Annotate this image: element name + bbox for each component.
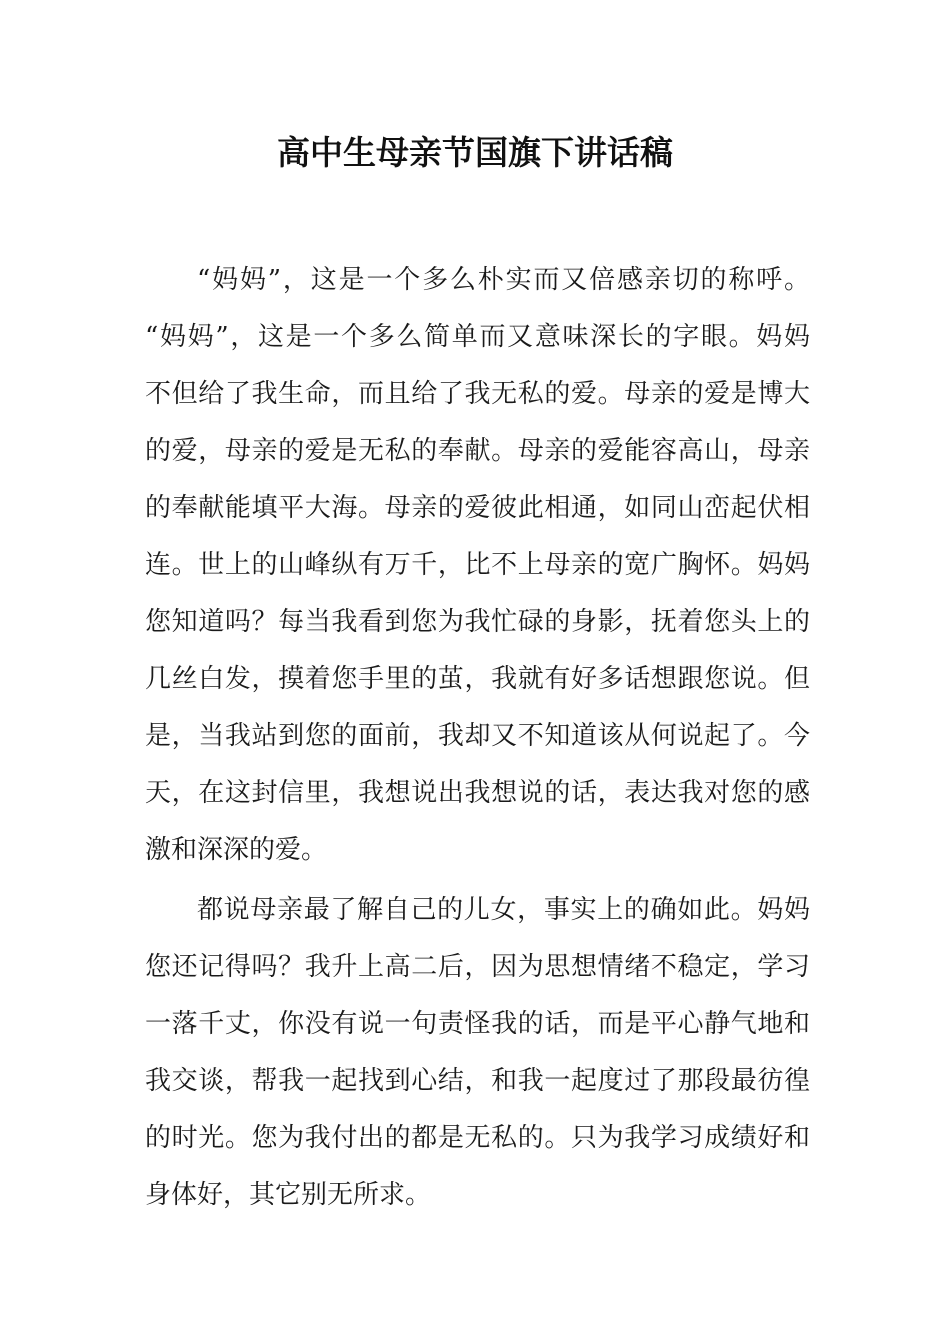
paragraph-1-line-8: 几丝白发，摸着您手里的茧，我就有好多话想跟您说。但 [145,664,810,694]
document-title: 高中生母亲节国旗下讲话稿 [277,133,673,172]
paragraph-1-line-11: 激和深深的爱。 [145,835,328,865]
paragraph-1-line-10: 天，在这封信里，我想说出我想说的话，表达我对您的感 [145,778,810,808]
paragraph-1-line-2: “妈妈”，这是一个多么简单而又意味深长的字眼。妈妈 [145,322,810,352]
paragraph-1-line-6: 连。世上的山峰纵有万千，比不上母亲的宽广胸怀。妈妈 [145,550,810,580]
paragraph-2-line-5: 的时光。您为我付出的都是无私的。只为我学习成绩好和 [145,1123,810,1153]
paragraph-2-line-2: 您还记得吗？我升上高二后，因为思想情绪不稳定，学习 [145,952,810,982]
paragraph-2-line-1: 都说母亲最了解自己的儿女，事实上的确如此。妈妈 [197,895,810,925]
paragraph-2-line-6: 身体好，其它别无所求。 [145,1180,432,1210]
paragraph-1-line-1: “妈妈”，这是一个多么朴实而又倍感亲切的称呼。 [197,265,810,295]
paragraph-1-line-4: 的爱，母亲的爱是无私的奉献。母亲的爱能容高山，母亲 [145,436,810,466]
paragraph-1-line-5: 的奉献能填平大海。母亲的爱彼此相通，如同山峦起伏相 [145,493,810,523]
paragraph-1-line-3: 不但给了我生命，而且给了我无私的爱。母亲的爱是博大 [145,379,810,409]
paragraph-2-line-3: 一落千丈，你没有说一句责怪我的话，而是平心静气地和 [145,1009,810,1039]
paragraph-1-line-7: 您知道吗？每当我看到您为我忙碌的身影，抚着您头上的 [145,607,810,637]
paragraph-2-line-4: 我交谈，帮我一起找到心结，和我一起度过了那段最彷徨 [145,1066,810,1096]
paragraph-1-line-9: 是，当我站到您的面前，我却又不知道该从何说起了。今 [145,721,810,751]
